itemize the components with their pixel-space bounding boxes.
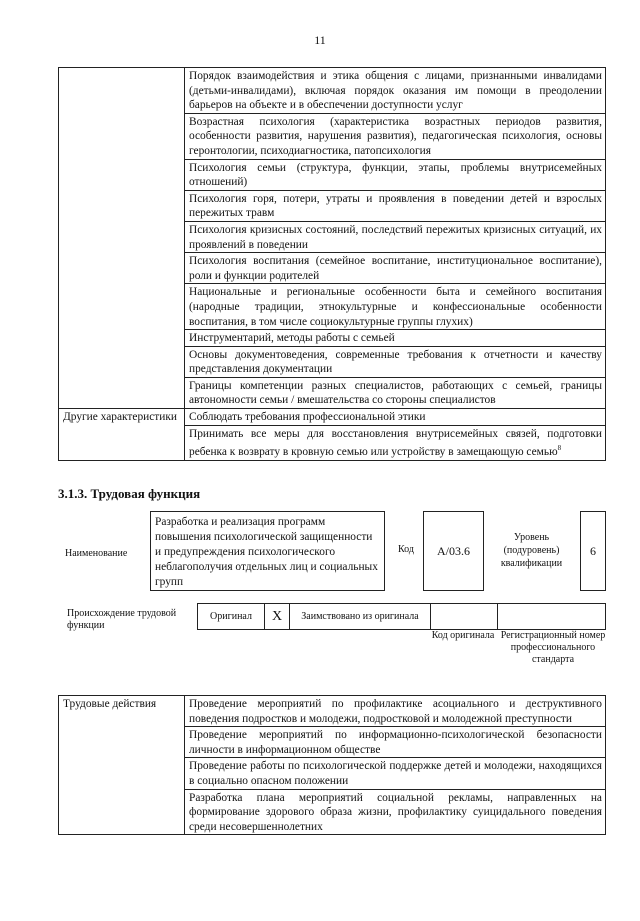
other-row <box>185 425 606 460</box>
knowledge-table <box>58 67 606 461</box>
origin-table <box>197 603 606 630</box>
knowledge-row: Возрастная психология (характеристика возрастных периодов развития, особенности развития, нарушения развития), педагогическая психология, основы геронтологии, психодиагностика, патопсихология <box>185 113 606 159</box>
knowledge-row: Инструментарий, методы работы с семьей <box>185 330 606 347</box>
knowledge-row: Границы компетенции разных специалистов, работающих с семьей, границы автономности семьи / вмешательства со стороны специалистов <box>185 377 606 408</box>
action-row: Проведение мероприятий по информационно-психологической безопасности личности в информационном обществе <box>185 727 606 758</box>
action-row: Разработка плана мероприятий социальной рекламы, направленных на формирование здорового образа жизни, профилактику суицидального поведения среди несовершеннолетних <box>185 789 606 835</box>
origin-mark: X <box>265 604 290 630</box>
origin-borrowed: Заимствовано из оригинала <box>290 604 431 630</box>
action-row: Проведение работы по психологической поддержке детей и молодежи, находящихся в социально опасном положении <box>185 758 606 789</box>
origin-original: Оригинал <box>198 604 265 630</box>
code-label: Код <box>398 544 414 555</box>
function-code: A/03.6 <box>423 511 484 591</box>
action-row: Проведение мероприятий по профилактике асоциального и деструктивного поведения подростков и молодежи, подростковой и молодежной преступности <box>185 696 606 727</box>
actions-label: Трудовые действия <box>59 696 185 835</box>
knowledge-row: Психология кризисных состояний, последствий пережитых кризисных ситуаций, их проявлений в поведении <box>185 221 606 252</box>
name-label: Наименование <box>65 548 128 559</box>
level-label: Уровень (подуровень) квалификации <box>500 532 563 569</box>
qualification-level: 6 <box>580 511 606 591</box>
knowledge-row: Психология семьи (структура, функции, этапы, проблемы внутрисемейных отношений) <box>185 159 606 190</box>
knowledge-row: Порядок взаимодействия и этика общения с лицами, признанными инвалидами (детьми-инвалидами), включая порядок оказания им помощи в преодолении барьеров на объекте и в обеспечении доступности услуг <box>185 68 606 114</box>
knowledge-row: Основы документоведения, современные требования к отчетности и качеству представления документации <box>185 346 606 377</box>
knowledge-row: Психология воспитания (семейное воспитание, институциональное воспитание), роли и функции родителей <box>185 253 606 284</box>
function-name: Разработка и реализация программ повышения психологической защищенности и предупреждения психологического неблагополучия отдельных лиц и социальных групп <box>150 511 385 591</box>
knowledge-row: Психология горя, потери, утраты и проявления в поведении детей и взрослых пережитых травм <box>185 190 606 221</box>
section-title: 3.1.3. Трудовая функция <box>58 486 201 501</box>
origin-code-cell <box>431 604 498 630</box>
code-original-caption: Код оригинала <box>431 630 495 641</box>
other-row: Соблюдать требования профессиональной этики <box>185 409 606 426</box>
knowledge-label-cell <box>59 68 185 409</box>
other-characteristics-label: Другие характеристики <box>59 409 185 461</box>
actions-table <box>58 695 606 835</box>
page-number: 11 <box>314 33 326 47</box>
other-row-text: Принимать все меры для восстановления внутрисемейных связей, подготовки ребенка к возврату в кровную семью или устройству в замещающую семью <box>189 427 602 459</box>
origin-reg-cell <box>498 604 606 630</box>
origin-label: Происхождение трудовой функции <box>67 608 177 631</box>
reg-number-caption: Регистрационный номер профессионального стандарта <box>500 630 606 665</box>
footnote-mark: 8 <box>557 444 562 453</box>
knowledge-row: Национальные и региональные особенности быта и семейного воспитания (народные традиции, этнокультурные и конфессиональные особенности воспитания, в том числе социокультурные группы глухих) <box>185 284 606 330</box>
